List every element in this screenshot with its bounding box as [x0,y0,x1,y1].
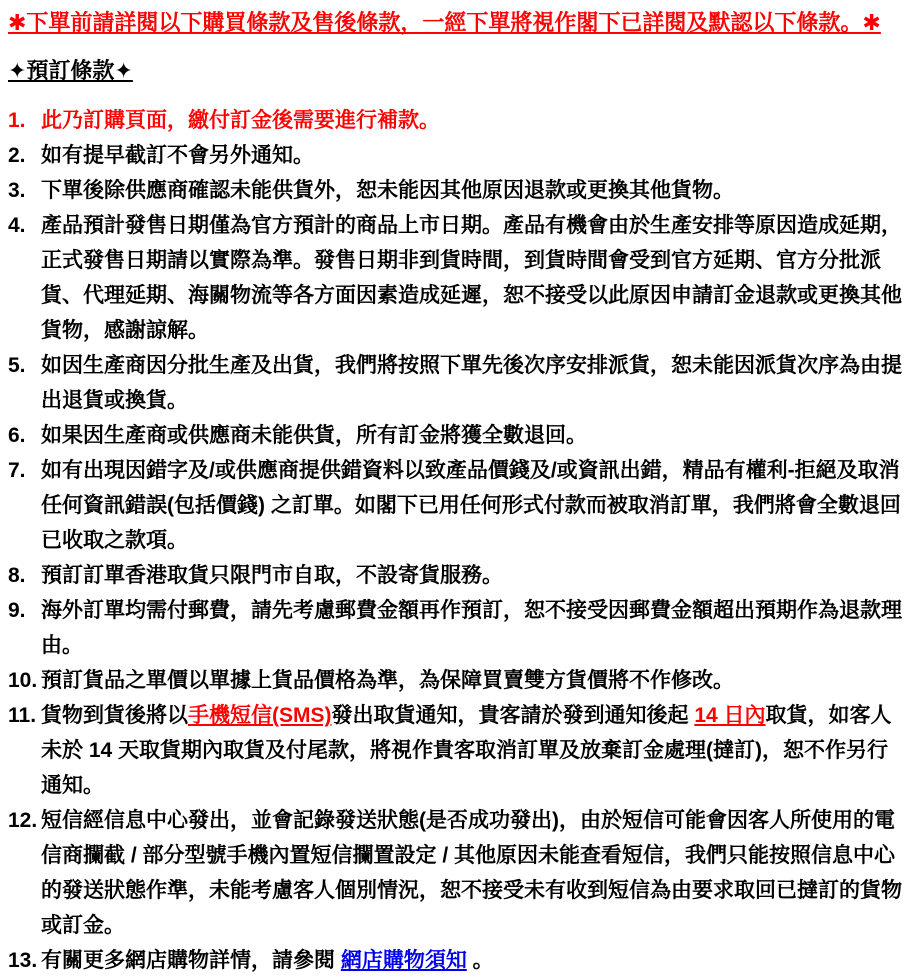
term-text [41,803,907,943]
term-run: 如果因生產商或供應商未能供貨，所有訂金將獲全數退回。 [41,424,587,447]
term-text [41,558,907,593]
term-item [8,348,907,418]
term-run: 預訂貨品之單價以單據上貨品價格為準，為保障買賣雙方貨價將不作修改。 [41,669,734,692]
term-number: 8. [8,564,26,587]
term-item [8,663,907,698]
term-item [8,138,907,173]
term-text [41,663,907,698]
term-text [41,208,907,348]
preorder-terms-title: ✦預訂條款✦ [8,58,133,83]
term-run: 如有出現因錯字及/或供應商提供錯資料以致產品價錢及/或資訊出錯，精品有權利-拒絕及取消任何資訊錯誤(包括價錢) 之訂單。如閣下已用任何形式付款而被取消訂單，我們將會全數退回已收取之款項。 [41,459,901,552]
highlight-text: 14 日內 [694,704,766,727]
term-text [41,138,907,173]
purchase-notice-header: ✱下單前請詳閱以下購買條款及售後條款，一經下單將視作閣下已詳閱及默認以下條款。✱ [8,10,881,35]
term-item [8,418,907,453]
term-number: 7. [8,459,26,482]
term-run: 預訂訂單香港取貨只限門市自取，不設寄貨服務。 [41,564,503,587]
term-run: 貨物到貨後將以 [41,704,188,727]
term-text [41,943,907,978]
term-run: 此乃訂購頁面，繳付訂金後需要進行補款。 [41,109,440,132]
term-item [8,103,907,138]
highlight-text: 手機短信(SMS) [188,704,332,727]
term-item [8,803,907,943]
section-title-row [8,53,907,88]
term-number: 4. [8,214,26,237]
term-item [8,173,907,208]
term-item [8,593,907,663]
term-run: 發出取貨通知，貴客請於發到通知後起 [331,704,695,727]
term-number: 11. [8,704,37,727]
term-text [41,418,907,453]
term-text [41,593,907,663]
term-item [8,698,907,803]
term-text [41,173,907,208]
term-number: 12. [8,809,38,832]
term-text [41,103,907,138]
term-run: 如有提早截訂不會另外通知。 [41,144,314,167]
term-run: 取貨，如客人未於 14 天取貨期內取貨及付尾款，將視作貴客取消訂單及放棄訂金處理(撻訂)，恕不作另行通知。 [41,704,892,797]
term-number: 13. [8,949,38,972]
term-run: 短信經信息中心發出，並會記錄發送狀態(是否成功發出)，由於短信可能會因客人所使用的電信商攔截 / 部分型號手機內置短信攔置設定 / 其他原因未能查看短信，我們只能按照信息中心的發送狀態作準，未能考慮客人個別情況，恕不接受未有收到短信為由要求取回已撻訂的貨物或訂金。 [41,809,902,937]
term-number: 5. [8,354,26,377]
term-number: 1. [8,109,26,132]
term-text [41,348,907,418]
terms-list [8,103,907,978]
term-number: 2. [8,144,26,167]
term-run: 下單後除供應商確認未能供貨外，恕未能因其他原因退款或更換其他貨物。 [41,179,734,202]
term-run: 產品預計發售日期僅為官方預計的商品上市日期。產品有機會由於生產安排等原因造成延期，正式發售日期請以實際為準。發售日期非到貨時間，到貨時間會受到官方延期、官方分批派貨、代理延期、海關物流等各方面因素造成延遲，恕不接受以此原因申請訂金退款或更換其他貨物，感謝諒解。 [41,214,902,342]
term-run: 有關更多網店購物詳情，請參閱 [41,949,341,972]
term-item [8,208,907,348]
term-item [8,558,907,593]
term-number: 9. [8,599,26,622]
term-run: 。 [466,949,494,972]
term-item [8,453,907,558]
term-run: 如因生產商因分批生產及出貨，我們將按照下單先後次序安排派貨，恕未能因派貨次序為由提出退貨或換貨。 [41,354,902,412]
term-item [8,943,907,978]
term-number: 10. [8,669,38,692]
term-text [41,453,907,558]
term-number: 3. [8,179,26,202]
shop-notice-link[interactable]: 網店購物須知 [340,949,467,972]
term-text [41,698,907,803]
term-run: 海外訂單均需付郵費，請先考慮郵費金額再作預訂，恕不接受因郵費金額超出預期作為退款理由。 [41,599,902,657]
term-number: 6. [8,424,26,447]
